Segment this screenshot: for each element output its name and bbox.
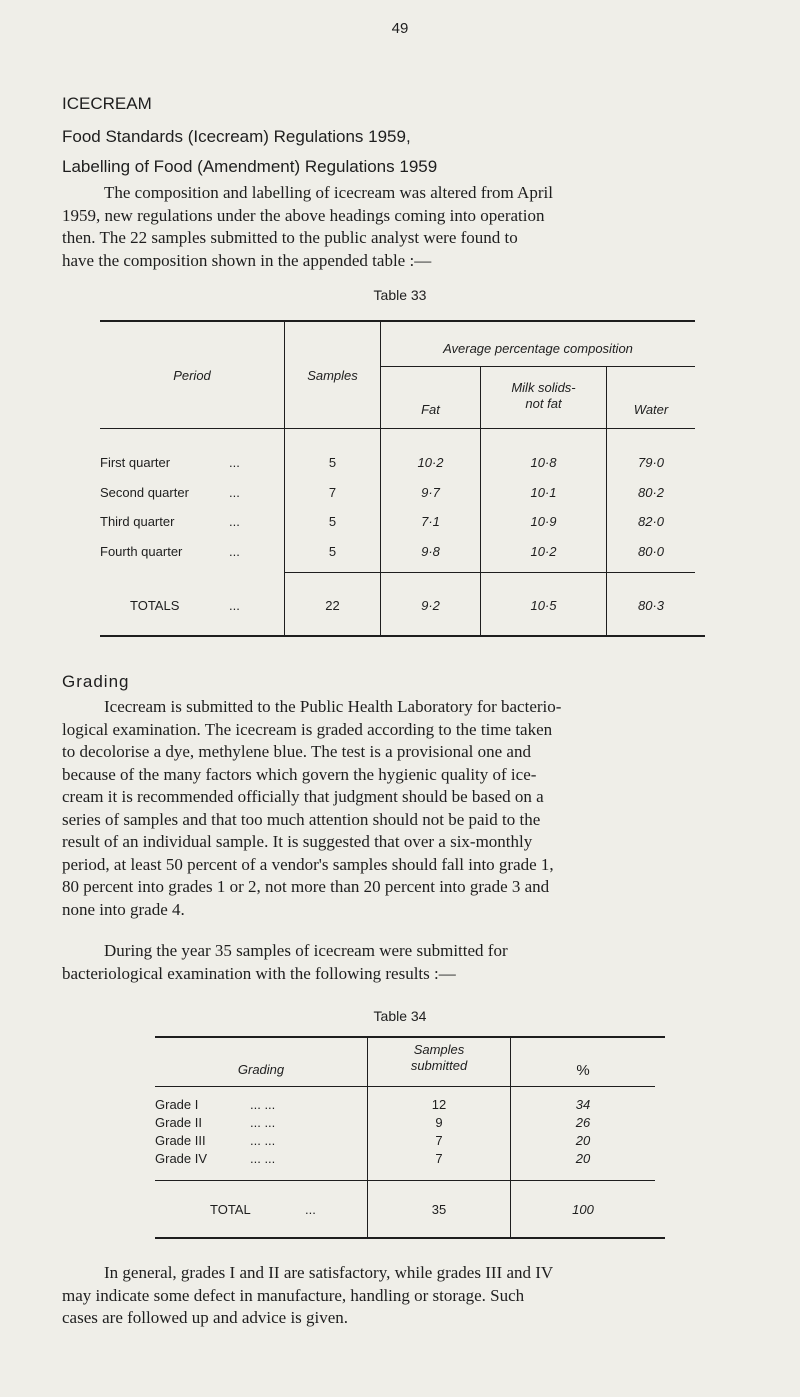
row-fat: 7·1 [421,514,440,529]
col-header-percent: % [576,1062,590,1079]
row-percent: 20 [575,1151,591,1166]
row-samples: 12 [431,1097,447,1112]
leader-dots: ... [229,598,240,613]
text-line: bacteriological examination with the following results :— [62,963,456,983]
text-line: cases are followed up and advice is given. [62,1308,349,1327]
row-fat: 10·2 [417,455,444,470]
text-line: Icecream is submitted to the Public Health Laboratory for bacterio- [104,697,562,716]
row-samples: 9 [435,1115,443,1130]
table-bottom-rule [100,635,705,637]
text-line: to decolorise a dye, methylene blue. The test is a provisional one and [62,742,531,761]
conclusion-paragraph [62,1262,740,1330]
page-number: 49 [391,20,409,37]
row-samples: 7 [435,1151,443,1166]
col-header-samples-1: Samples [413,1042,465,1057]
leader-dots: ... [229,544,240,559]
row-fat: 9·7 [421,485,440,500]
grading-paragraph [62,696,740,921]
year-paragraph [62,940,740,985]
text-line: may indicate some defect in manufacture, handling or storage. Such [62,1285,525,1305]
text-line: During the year 35 samples of icecream were submitted for [104,941,508,960]
row-period: Fourth quarter [100,544,183,559]
text-line: series of samples and that too much attention should not be paid to the [62,809,541,829]
row-milk: 10·2 [530,544,557,559]
header-divider [380,366,695,367]
totals-rule [284,572,695,573]
row-grade: Grade II [155,1115,202,1130]
text-line: In general, grades I and II are satisfactory, while grades III and IV [104,1263,554,1282]
text-line: none into grade 4. [62,899,185,919]
text-line: because of the many factors which govern the hygienic quality of ice- [62,764,537,784]
header-bottom-rule [155,1086,655,1087]
total-rule [155,1180,655,1181]
row-samples: 7 [328,485,337,500]
row-milk: 10·9 [530,514,557,529]
col-header-samples-2: submitted [410,1058,468,1073]
text-line: 1959, new regulations under the above headings coming into operation [62,205,545,225]
text-line: cream it is recommended officially that judgment should be based on a [62,787,544,806]
col-header-milk-2: not fat [525,396,562,411]
regulation-heading-2: Labelling of Food (Amendment) Regulations 1959 [62,157,438,176]
col-header-milk-1: Milk solids- [511,380,576,395]
row-period: First quarter [100,455,171,470]
text-line: 80 percent into grades 1 or 2, not more than 20 percent into grade 3 and [62,877,550,896]
row-milk: 10·1 [530,485,557,500]
totals-samples: 22 [325,598,340,613]
col-header-water: Water [633,402,669,417]
section-title: ICECREAM [62,94,152,113]
text-line: logical examination. The icecream is graded according to the time taken [62,719,553,739]
column-divider [380,322,381,636]
leader-dots: ... [229,514,240,529]
text-line: The composition and labelling of icecream was altered from April [104,183,553,202]
totals-label: TOTALS [130,598,180,613]
grading-heading: Grading [62,672,130,691]
leader-dots: ... ... [250,1115,276,1130]
table-top-rule [155,1036,665,1038]
table-bottom-rule [155,1237,665,1239]
col-header-period: Period [173,368,211,383]
row-samples: 5 [328,544,337,559]
row-percent: 34 [575,1097,591,1112]
row-percent: 20 [575,1133,591,1148]
text-line: period, at least 50 percent of a vendor's samples should fall into grade 1, [62,854,554,874]
row-period: Second quarter [100,485,189,500]
row-fat: 9·8 [421,544,440,559]
row-grade: Grade III [155,1133,206,1148]
row-grade: Grade I [155,1097,199,1112]
row-percent: 26 [575,1115,591,1130]
row-samples: 5 [328,455,337,470]
leader-dots: ... ... [250,1097,276,1112]
leader-dots: ... ... [250,1151,276,1166]
text-line: then. The 22 samples submitted to the public analyst were found to [62,228,518,247]
row-samples: 5 [328,514,337,529]
text-line: have the composition shown in the appended table :— [62,250,432,270]
totals-water: 80·3 [637,598,665,613]
table-34-caption: Table 34 [373,1008,427,1024]
row-water: 80·2 [637,485,665,500]
leader-dots: ... [229,455,240,470]
row-period: Third quarter [100,514,175,529]
row-water: 80·0 [637,544,665,559]
text-line: result of an individual sample. It is suggested that over a six-monthly [62,832,533,851]
regulation-heading-1: Food Standards (Icecream) Regulations 1959, [62,127,411,146]
leader-dots: ... [305,1202,316,1217]
total-percent: 100 [572,1202,594,1217]
table-top-rule [100,320,695,322]
row-water: 82·0 [637,514,665,529]
totals-fat: 9·2 [421,598,440,613]
totals-milk: 10·5 [530,598,557,613]
col-header-samples: Samples [307,368,358,383]
total-samples: 35 [431,1202,447,1217]
leader-dots: ... ... [250,1133,276,1148]
col-header-fat: Fat [421,402,440,417]
row-grade: Grade IV [155,1151,208,1166]
col-header-grading: Grading [237,1062,285,1077]
total-label: TOTAL [210,1202,251,1217]
table-33-caption: Table 33 [373,287,427,303]
row-water: 79·0 [637,455,665,470]
intro-paragraph [62,182,740,272]
row-milk: 10·8 [530,455,557,470]
row-samples: 7 [435,1133,443,1148]
col-header-group: Average percentage composition [443,341,633,356]
leader-dots: ... [229,485,240,500]
